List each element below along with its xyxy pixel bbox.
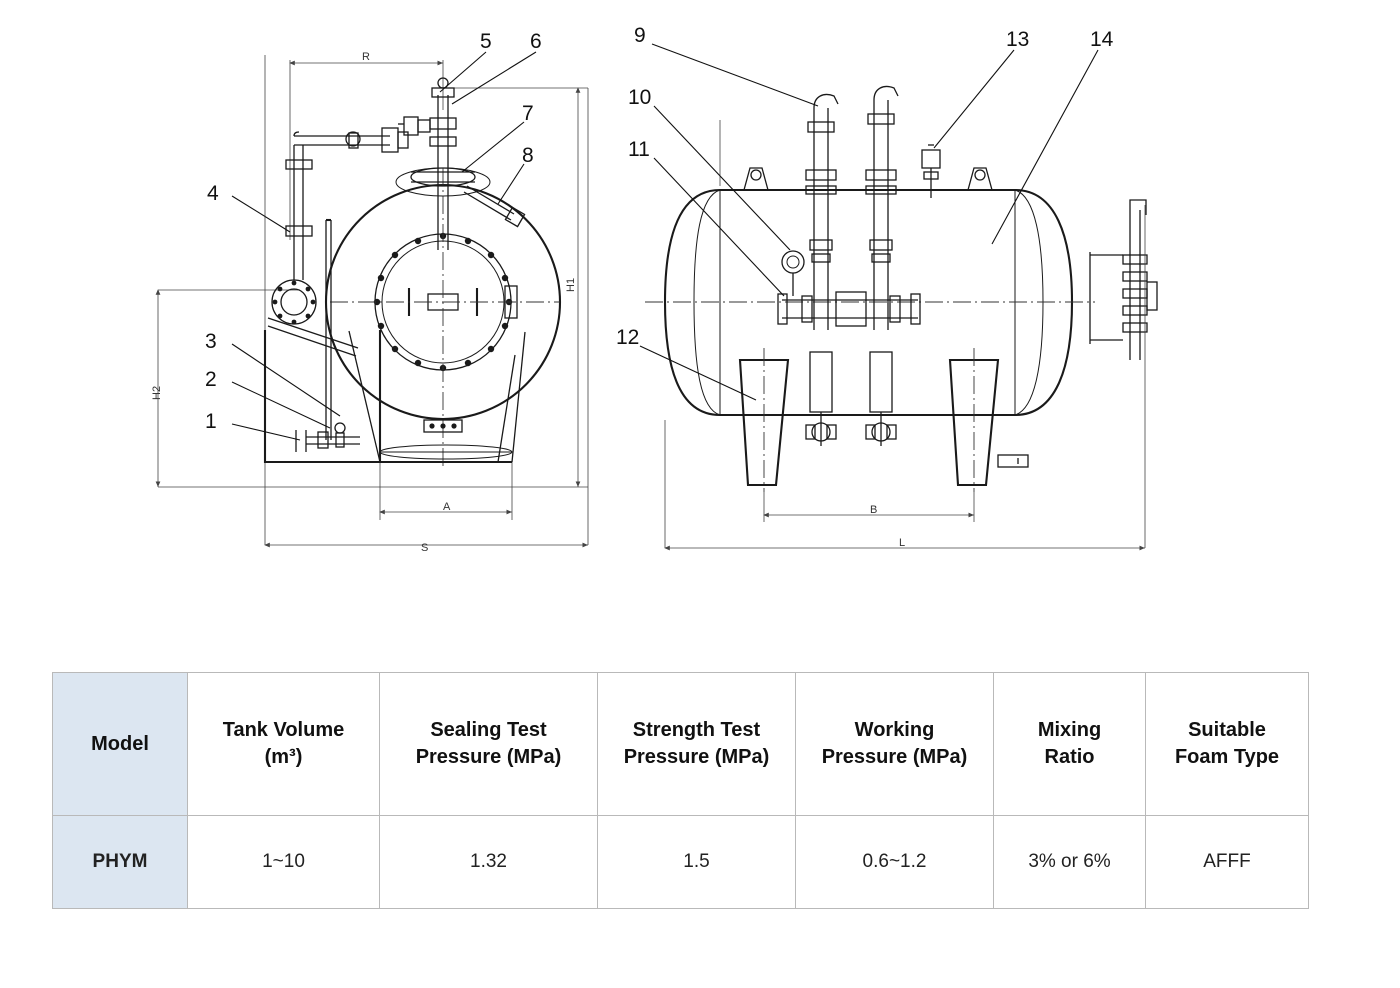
dimension-frame-right xyxy=(665,120,1145,548)
dimension-labels xyxy=(151,51,905,554)
saddle-supports xyxy=(740,348,1028,492)
column-header-strength-line2: Pressure (MPa) xyxy=(623,746,770,768)
callout-leaders xyxy=(232,44,1098,440)
column-header-foam-line2: Foam Type xyxy=(1174,746,1280,768)
dim-label-A: A xyxy=(443,501,451,513)
column-header-strength-line1: Strength Test xyxy=(632,719,761,741)
cell-mixing-ratio: 3% or 6% xyxy=(994,816,1146,909)
column-header-sealing-line2: Pressure (MPa) xyxy=(415,746,562,768)
specification-table-container xyxy=(52,672,1294,909)
callout-9: 9 xyxy=(634,24,646,47)
column-header-mixing-line1: Mixing xyxy=(1037,719,1102,741)
cell-strength-test-pressure: 1.5 xyxy=(598,816,796,909)
column-header-model xyxy=(53,673,188,816)
callout-5: 5 xyxy=(480,30,492,53)
cell-working-pressure: 0.6~1.2 xyxy=(796,816,994,909)
column-header-working-pressure xyxy=(796,673,994,816)
column-header-strength-test-pressure xyxy=(598,673,796,816)
column-header-working-line1: Working xyxy=(854,719,935,741)
cell-sealing-test-pressure: 1.32 xyxy=(380,816,598,909)
callout-numbers xyxy=(205,24,1114,433)
column-header-working-line2: Pressure (MPa) xyxy=(821,746,968,768)
dim-label-L: L xyxy=(899,537,906,549)
callout-4: 4 xyxy=(207,182,219,205)
callout-12: 12 xyxy=(616,326,640,349)
specification-table xyxy=(52,672,1309,909)
column-header-mixing-line2: Ratio xyxy=(1044,746,1095,768)
table-row xyxy=(53,816,1309,909)
column-header-mixing-ratio xyxy=(994,673,1146,816)
vertical-risers xyxy=(806,87,898,447)
column-header-foam-line1: Suitable xyxy=(1188,719,1266,741)
dimension-frame-left xyxy=(158,55,588,545)
level-gauge xyxy=(1090,200,1157,360)
callout-13: 13 xyxy=(1006,28,1030,51)
left-piping-assembly xyxy=(268,128,408,440)
cell-model: PHYM xyxy=(53,816,188,909)
cell-tank-volume: 1~10 xyxy=(188,816,380,909)
lifting-lugs xyxy=(744,168,992,190)
cell-foam-type: AFFF xyxy=(1146,816,1309,909)
dim-label-H1: H1 xyxy=(565,277,577,292)
dim-label-H2: H2 xyxy=(151,385,163,400)
side-elevation-view xyxy=(158,55,588,545)
column-header-tank-volume xyxy=(188,673,380,816)
column-header-model-line1: Model xyxy=(91,732,149,755)
callout-7: 7 xyxy=(522,102,534,125)
horizontal-manifold xyxy=(778,251,920,326)
callout-10: 10 xyxy=(628,86,652,109)
dim-label-B: B xyxy=(870,504,878,516)
column-header-sealing-line1: Sealing Test xyxy=(430,719,547,741)
callout-11: 11 xyxy=(628,138,650,161)
callout-3: 3 xyxy=(205,330,217,353)
top-piping-assembly xyxy=(396,78,525,250)
dim-label-S: S xyxy=(421,542,429,554)
callout-2: 2 xyxy=(205,368,217,391)
column-header-foam-type xyxy=(1146,673,1309,816)
column-header-tank-volume-line1: Tank Volume xyxy=(222,719,345,741)
callout-6: 6 xyxy=(530,30,542,53)
callout-8: 8 xyxy=(522,144,534,167)
front-elevation-view xyxy=(645,87,1157,549)
dim-label-R: R xyxy=(362,51,370,63)
callout-14: 14 xyxy=(1090,28,1114,51)
column-header-tank-volume-line2: (m³) xyxy=(264,746,303,768)
table-header-row xyxy=(53,673,1309,816)
callout-1: 1 xyxy=(205,410,217,433)
column-header-sealing-test-pressure xyxy=(380,673,598,816)
